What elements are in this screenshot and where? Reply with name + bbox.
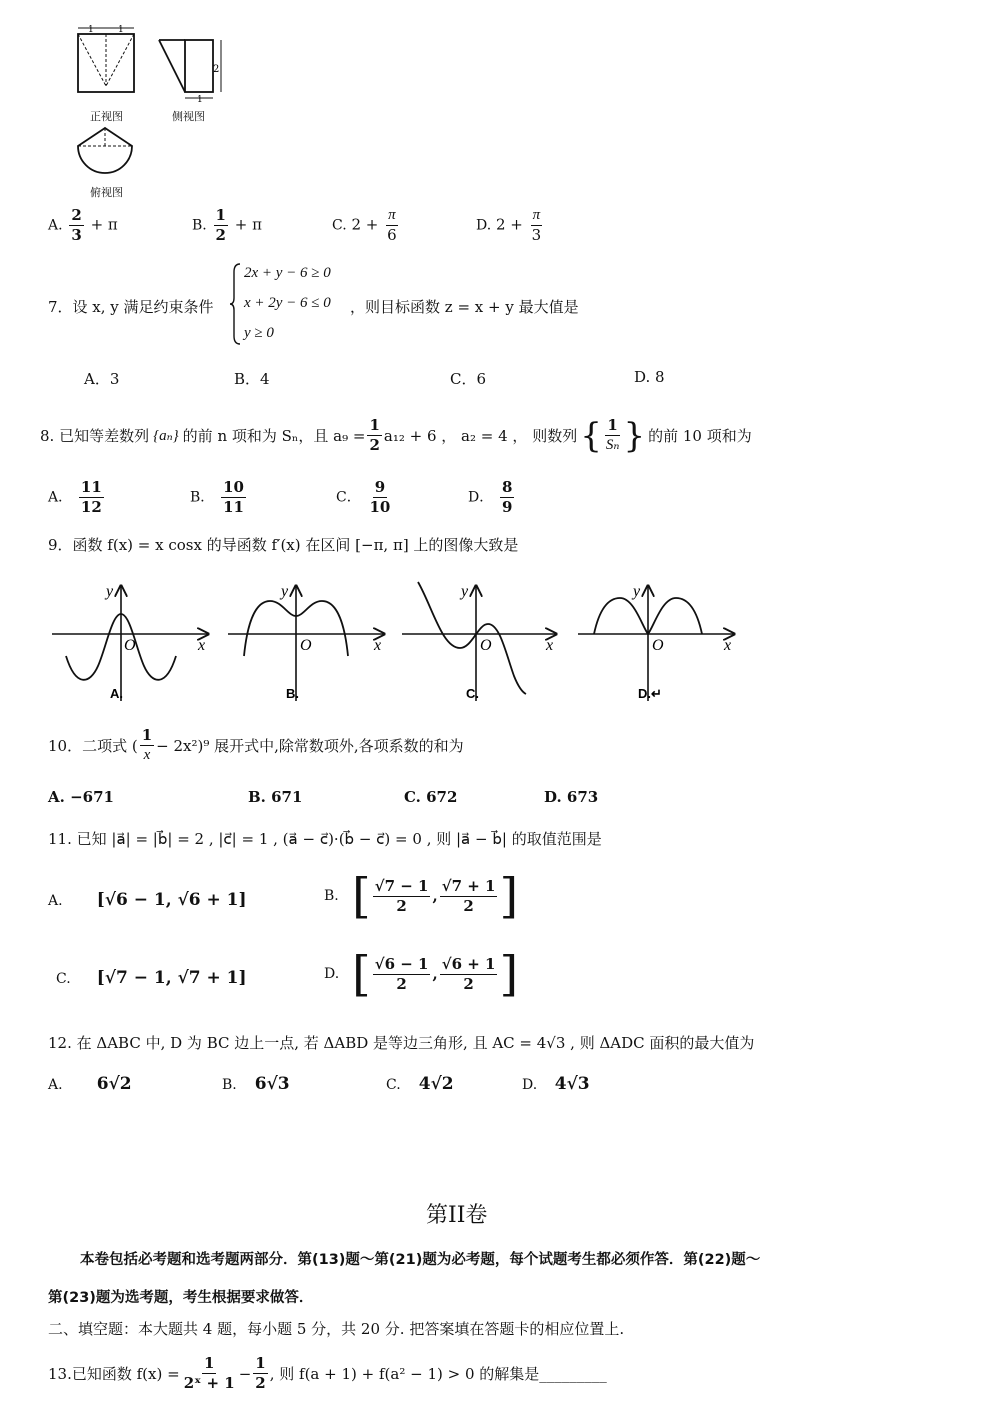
option-head: 2 + <box>351 215 379 234</box>
top-view-drawing <box>74 124 136 182</box>
q13-part2: , 则 f(a + 1) + f(a² − 1) > 0 的解集是_________ <box>269 1365 607 1383</box>
graph-c-label: C. <box>466 686 479 701</box>
frac-den: 2 <box>215 226 226 244</box>
option-value: 6√2 <box>96 1074 132 1094</box>
view-label-front: 正视图 <box>90 110 123 123</box>
q11-option-a <box>48 890 247 910</box>
axis-y-label: y <box>106 583 114 600</box>
q6-option-b <box>192 206 262 245</box>
q10-option-b: B. 671 <box>248 788 303 806</box>
frac-num: 10 <box>223 478 244 496</box>
graph-b <box>228 583 384 701</box>
q9-graphs <box>48 576 748 706</box>
q7-option-a: A．3 <box>84 370 120 388</box>
dim-label: 1 <box>88 25 94 35</box>
front-view-drawing <box>72 22 142 97</box>
option-label: B. <box>324 888 339 904</box>
frac-den: Sₙ <box>605 437 620 453</box>
option-label: D. <box>324 966 340 982</box>
q13-part1: 13.已知函数 f(x) = <box>48 1365 180 1383</box>
q6-option-c <box>332 206 401 245</box>
q13-minus: − <box>238 1364 252 1383</box>
frac-den: 2 <box>396 974 407 993</box>
frac-den: 2ˣ + 1 <box>183 1374 235 1392</box>
option-label: D. <box>476 217 492 234</box>
dim-label: 1 <box>118 25 124 35</box>
q7-option-d: D. 8 <box>634 368 665 386</box>
q11-option-b: B. [ $\frac{√7 - 1}{2}$ , $\frac{√7 + 1}{2}$ ] <box>324 868 519 924</box>
q12-option-b <box>222 1074 290 1094</box>
frac-num: √7 + 1 <box>441 876 496 895</box>
top-view <box>74 124 136 182</box>
frac-num: 11 <box>80 478 102 496</box>
q9-stem: 9．函数 f(x) = x cosx 的导函数 f′(x) 在区间 [−π, π] 上的图像大致是 <box>48 536 519 554</box>
graph-c <box>402 582 556 701</box>
q11-option-d: D. [ $\frac{√6 - 1}{2}$ , $\frac{√6 + 1}{2}$ ] <box>324 946 519 1002</box>
view-label-top: 俯视图 <box>90 186 123 199</box>
q10-stem <box>48 726 464 765</box>
frac-num: π <box>531 206 543 226</box>
option-content: [√6 − 1, √6 + 1] <box>96 890 247 910</box>
frac-den: 9 <box>502 498 513 516</box>
frac-num: 1 <box>255 1354 266 1372</box>
option-label: B． <box>190 489 215 506</box>
option-label: C． <box>336 489 361 506</box>
frac-den: 2 <box>255 1374 266 1392</box>
axis-y-label: y <box>281 583 289 600</box>
q11-option-c <box>56 968 247 988</box>
option-label: C. <box>56 971 71 987</box>
front-view <box>72 22 142 97</box>
part2-section-heading: 二、填空题：本大题共 4 题，每小题 5 分，共 20 分. 把答案填在答题卡的相应位置上. <box>48 1320 625 1338</box>
option-value: 6√3 <box>254 1074 290 1094</box>
q6-option-a <box>48 206 118 245</box>
view-label-side: 侧视图 <box>172 110 205 123</box>
axis-x-label: x <box>374 637 382 654</box>
option-label: D． <box>468 489 494 506</box>
axis-x-label: x <box>724 637 732 654</box>
option-tail: + π <box>234 215 262 234</box>
option-label: B. <box>192 217 207 234</box>
frac-num: 1 <box>607 416 618 434</box>
q8-part4: 的前 10 项和为 <box>648 427 752 445</box>
q12-option-a <box>48 1074 132 1094</box>
q8-part2: 的前 n 项和为 Sₙ，且 a₉ = <box>182 427 366 445</box>
origin-label: O <box>124 637 136 654</box>
q8-part3: a₁₂ + 6 ， a₂ = 4 ， 则数列 <box>383 427 578 445</box>
option-value: 4√3 <box>554 1074 590 1094</box>
frac-num: 1 <box>369 416 380 434</box>
option-label: B. <box>222 1077 237 1093</box>
q7-constraint-3: y ≥ 0 <box>244 325 274 341</box>
frac-num: 8 <box>502 478 513 496</box>
q7-option-b: B．4 <box>234 370 270 388</box>
q8-stem: 8. 已知等差数列 {aₙ} 的前 n 项和为 Sₙ，且 a₉ = $\frac{1}{2}$ a₁₂ + 6 ， a₂ = 4 ， 则数列 { $\frac{1}{\text{Sₙ}}$ } 的前 10 项和为 <box>40 415 752 456</box>
q7-prefix: 7．设 x, y 满足约束条件 <box>48 298 214 316</box>
frac-den: 3 <box>71 226 82 244</box>
option-label: A. <box>48 1077 63 1093</box>
frac-num: √6 + 1 <box>441 954 496 973</box>
option-label: A. <box>48 893 63 909</box>
frac-den: 2 <box>463 896 474 915</box>
q8-sequence: {aₙ} <box>153 428 179 444</box>
frac-num: 1 <box>203 1354 215 1372</box>
graph-a-label: A. <box>110 686 123 701</box>
q12-option-d <box>522 1074 590 1094</box>
option-value: 4√2 <box>418 1074 454 1094</box>
axis-x-label: x <box>198 637 206 654</box>
frac-den: 2 <box>463 974 474 993</box>
graph-b-label: B. <box>286 686 299 701</box>
frac-den: x <box>143 747 151 763</box>
side-view <box>155 32 230 104</box>
frac-den: 3 <box>531 226 542 244</box>
option-content: [√7 − 1, √7 + 1] <box>96 968 247 988</box>
q7-constraint-1: 2x + y − 6 ≥ 0 <box>244 265 331 281</box>
frac-num: 2 <box>71 206 82 224</box>
q7-suffix: ，则目标函数 z = x + y 最大值是 <box>350 298 579 316</box>
q12-option-c <box>386 1074 454 1094</box>
q8-option-c <box>336 478 394 517</box>
axis-y-label: y <box>461 583 469 600</box>
q13-stem <box>48 1354 607 1393</box>
origin-label: O <box>300 637 312 654</box>
q6-option-d <box>476 206 545 245</box>
frac-den: 12 <box>80 498 102 516</box>
option-label: C. <box>332 217 347 234</box>
q10-option-d: D. 673 <box>544 788 599 806</box>
dim-label: 1 <box>197 95 203 104</box>
frac-den: 6 <box>387 226 397 244</box>
q10-option-a: A. −671 <box>48 788 114 806</box>
option-label: A． <box>48 489 73 506</box>
dim-label: 2 <box>213 64 220 75</box>
option-tail: + π <box>90 215 118 234</box>
q10-option-c: C. 672 <box>404 788 458 806</box>
q7-option-c: C．6 <box>450 370 487 388</box>
axis-y-label: y <box>633 583 641 600</box>
part2-intro-line2: 第(23)题为选考题，考生根据要求做答． <box>48 1290 314 1306</box>
part2-intro-line1: 本卷包括必考题和选考题两部分．第(13)题～第(21)题为必考题，每个试题考生都必须作答．第(22)题～ <box>80 1252 761 1268</box>
option-label: D. <box>522 1077 538 1093</box>
q7-brace <box>228 262 242 346</box>
q8-option-d <box>468 478 516 517</box>
option-head: 2 + <box>495 215 523 234</box>
frac-num: √7 − 1 <box>374 876 429 895</box>
frac-num: √6 − 1 <box>374 954 429 973</box>
q10-part1: 10．二项式 ( <box>48 737 138 755</box>
q10-part2: − 2x²)⁹ 展开式中,除常数项外,各项系数的和为 <box>156 737 464 755</box>
q8-option-a <box>48 478 106 517</box>
frac-den: 11 <box>223 498 244 516</box>
side-view-drawing <box>155 32 230 104</box>
graph-d <box>578 583 734 701</box>
frac-num: 9 <box>374 478 386 496</box>
frac-num: π <box>386 206 398 226</box>
graph-d-label: D.↵ <box>638 686 662 701</box>
origin-label: O <box>480 637 492 654</box>
q11-stem: 11. 已知 |a⃗| = |b⃗| = 2 , |c⃗| = 1 , (a⃗ − c⃗)·(b⃗ − c⃗) = 0 , 则 |a⃗ − b⃗| 的取值范围是 <box>48 830 602 848</box>
graph-a <box>52 583 208 701</box>
option-label: C. <box>386 1077 401 1093</box>
part2-title: 第II卷 <box>426 1203 488 1228</box>
q7-constraint-2: x + 2y − 6 ≤ 0 <box>244 295 331 311</box>
frac-num: 1 <box>141 726 153 744</box>
frac-den: 2 <box>369 436 380 454</box>
frac-num: 1 <box>215 206 226 224</box>
origin-label: O <box>652 637 664 654</box>
q12-stem: 12. 在 ΔABC 中, D 为 BC 边上一点, 若 ΔABD 是等边三角形, 且 AC = 4√3 , 则 ΔADC 面积的最大值为 <box>48 1034 755 1052</box>
frac-den: 10 <box>369 498 391 516</box>
axis-x-label: x <box>546 637 554 654</box>
q8-option-b <box>190 478 248 517</box>
frac-den: 2 <box>396 896 407 915</box>
q8-part1: 8. 已知等差数列 <box>40 427 150 445</box>
option-label: A. <box>48 217 63 234</box>
